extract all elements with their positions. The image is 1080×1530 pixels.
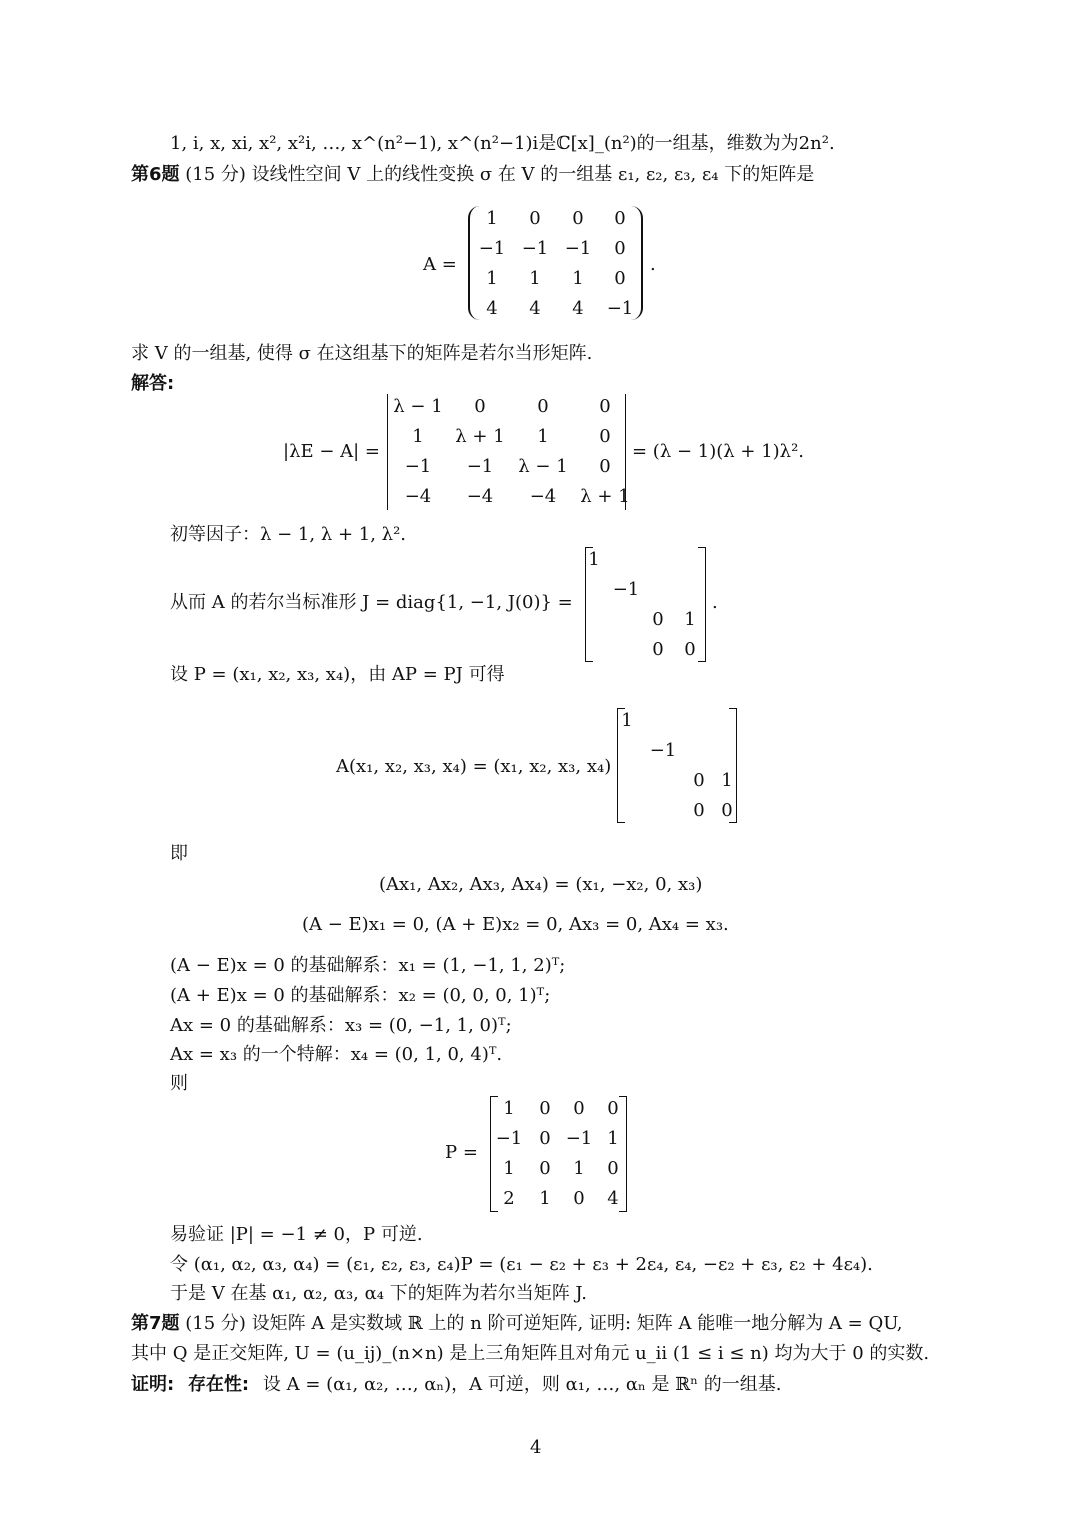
- matrix-cell: −1: [564, 238, 592, 259]
- matrix-cell: 0: [652, 609, 664, 630]
- solution-4: Ax = x₃ 的一个特解：x₄ = (0, 1, 0, 4)ᵀ.: [170, 1044, 503, 1065]
- matrix-cell: 2: [503, 1188, 515, 1209]
- matrix-cell: 0: [607, 1098, 619, 1119]
- matrix-cell: 1: [503, 1098, 515, 1119]
- matrix-cell: λ + 1: [455, 426, 505, 447]
- matrix-cell: −1: [612, 579, 640, 600]
- matrix-cell: λ + 1: [580, 486, 630, 507]
- equation-1: (Ax₁, Ax₂, Ax₃, Ax₄) = (x₁, −x₂, 0, x₃): [379, 874, 703, 895]
- conclude-line: 于是 V 在基 α₁, α₂, α₃, α₄ 下的矩阵为若尔当矩阵 J.: [170, 1283, 587, 1304]
- matrix-cell: 1: [621, 710, 633, 731]
- q6-label: 第6题: [131, 164, 180, 185]
- matrix-cell: 1: [572, 268, 584, 289]
- q7-label: 第7题: [131, 1313, 180, 1334]
- matrix-cell: −1: [649, 740, 677, 761]
- matrix-cell: 0: [614, 208, 626, 229]
- q7-text: (15 分) 设矩阵 A 是实数域 ℝ 上的 n 阶可逆矩阵, 证明: 矩阵 A 能唯一地分解为 A = QU,: [185, 1313, 903, 1334]
- page-number: 4: [530, 1437, 542, 1458]
- solution-2: (A + E)x = 0 的基础解系：x₂ = (0, 0, 0, 1)ᵀ;: [170, 985, 551, 1006]
- verify-line: 易验证 |P| = −1 ≠ 0，P 可逆.: [170, 1224, 423, 1245]
- jordan-lhs: 从而 A 的若尔当标准形 J = diag{1, −1, J(0)} =: [170, 592, 573, 613]
- matrix-cell: 0: [693, 770, 705, 791]
- matrix-cell: 0: [614, 238, 626, 259]
- matrix-cell: 0: [721, 800, 733, 821]
- matrix-cell: 0: [599, 396, 611, 417]
- det-left-bar: [387, 394, 388, 510]
- jordan-right-bracket: [698, 547, 706, 662]
- matrix-cell: 4: [607, 1188, 619, 1209]
- proof-text: 设 A = (α₁, α₂, …, αₙ)，A 可逆，则 α₁, …, αₙ 是 ℝⁿ 的一组基.: [262, 1374, 782, 1395]
- det-lhs: |λE − A| =: [283, 441, 381, 462]
- matrix-cell: 0: [599, 456, 611, 477]
- set-p-line: 设 P = (x₁, x₂, x₃, x₄)，由 AP = PJ 可得: [170, 664, 505, 685]
- matrix-cell: 0: [572, 208, 584, 229]
- matrix-a-right-paren: [631, 206, 643, 320]
- matrix-cell: −4: [529, 486, 557, 507]
- matrix-cell: 0: [599, 426, 611, 447]
- solution-3: Ax = 0 的基础解系：x₃ = (0, −1, 1, 0)ᵀ;: [170, 1015, 512, 1036]
- matrix-cell: 1: [721, 770, 733, 791]
- p-right-bracket: [619, 1096, 627, 1212]
- q7-statement-2: 其中 Q 是正交矩阵, U = (u_ij)_(n×n) 是上三角矩阵且对角元 u_ii (1 ≤ i ≤ n) 均为大于 0 的实数.: [131, 1343, 930, 1364]
- matrix-a-lhs: A =: [423, 254, 457, 275]
- ji-line: 即: [170, 843, 188, 864]
- q7-proof: [131, 1374, 781, 1396]
- matrix-cell: −1: [606, 298, 634, 319]
- matrix-cell: −1: [404, 456, 432, 477]
- matrix-cell: −4: [466, 486, 494, 507]
- matrix-cell: 0: [614, 268, 626, 289]
- matrix-cell: 0: [474, 396, 486, 417]
- q6-ask: 求 V 的一组基, 使得 σ 在这组基下的矩阵是若尔当形矩阵.: [131, 343, 593, 364]
- p-lhs: P =: [445, 1142, 478, 1163]
- matrix-a-end: .: [650, 254, 656, 275]
- matrix-cell: 0: [684, 639, 696, 660]
- matrix-cell: 1: [607, 1128, 619, 1149]
- matrix-cell: 0: [539, 1158, 551, 1179]
- proof-label: 证明:: [131, 1374, 175, 1395]
- matrix-cell: 1: [486, 268, 498, 289]
- matrix-cell: 0: [537, 396, 549, 417]
- jordan-end: .: [712, 592, 718, 613]
- matrix-cell: 0: [693, 800, 705, 821]
- matrix-cell: −1: [495, 1128, 523, 1149]
- matrix-cell: −1: [466, 456, 494, 477]
- matrix-cell: 1: [588, 549, 600, 570]
- matrix-cell: 4: [572, 298, 584, 319]
- matrix-cell: 0: [652, 639, 664, 660]
- ze-line: 则: [170, 1073, 188, 1094]
- q7-statement: [131, 1313, 902, 1335]
- matrix-cell: 1: [486, 208, 498, 229]
- q6-statement: [131, 164, 814, 186]
- existence-label: 存在性:: [187, 1374, 250, 1395]
- matrix-cell: 0: [573, 1098, 585, 1119]
- matrix-cell: 0: [539, 1098, 551, 1119]
- matrix-cell: 1: [539, 1188, 551, 1209]
- matrix-cell: −1: [478, 238, 506, 259]
- matrix-cell: 1: [412, 426, 424, 447]
- matrix-cell: 4: [529, 298, 541, 319]
- intro-line: 1, i, x, xi, x², x²i, …, x^(n²−1), x^(n²−1)i是ℂ[x]_(n²)的一组基，维数为为2n².: [170, 133, 835, 154]
- det-right-bar: [625, 394, 626, 510]
- matrix-cell: 1: [537, 426, 549, 447]
- elementary-divisors: 初等因子：λ − 1, λ + 1, λ².: [170, 524, 407, 545]
- matrix-cell: λ − 1: [393, 396, 443, 417]
- matrix-cell: 0: [539, 1128, 551, 1149]
- matrix-cell: 1: [684, 609, 696, 630]
- q6-text: (15 分) 设线性空间 V 上的线性变换 σ 在 V 的一组基 ε₁, ε₂, ε₃, ε₄ 下的矩阵是: [185, 164, 815, 185]
- ap-right-bracket: [729, 708, 737, 823]
- matrix-cell: 1: [503, 1158, 515, 1179]
- let-line: 令 (α₁, α₂, α₃, α₄) = (ε₁, ε₂, ε₃, ε₄)P = (ε₁ − ε₂ + ε₃ + 2ε₄, ε₄, −ε₂ + ε₃, ε₂ + 4ε₄).: [170, 1254, 873, 1275]
- equation-2: (A − E)x₁ = 0, (A + E)x₂ = 0, Ax₃ = 0, Ax₄ = x₃.: [302, 914, 729, 935]
- solution-label: 解答:: [131, 373, 175, 394]
- ap-lhs: A(x₁, x₂, x₃, x₄) = (x₁, x₂, x₃, x₄): [336, 756, 612, 777]
- matrix-cell: 1: [573, 1158, 585, 1179]
- matrix-cell: −1: [565, 1128, 593, 1149]
- matrix-cell: 0: [529, 208, 541, 229]
- matrix-cell: −4: [404, 486, 432, 507]
- matrix-cell: 4: [486, 298, 498, 319]
- matrix-cell: λ − 1: [518, 456, 568, 477]
- matrix-cell: 0: [607, 1158, 619, 1179]
- det-rhs: = (λ − 1)(λ + 1)λ².: [632, 441, 805, 462]
- matrix-cell: 0: [573, 1188, 585, 1209]
- matrix-cell: 1: [529, 268, 541, 289]
- solution-1: (A − E)x = 0 的基础解系：x₁ = (1, −1, 1, 2)ᵀ;: [170, 955, 566, 976]
- matrix-cell: −1: [521, 238, 549, 259]
